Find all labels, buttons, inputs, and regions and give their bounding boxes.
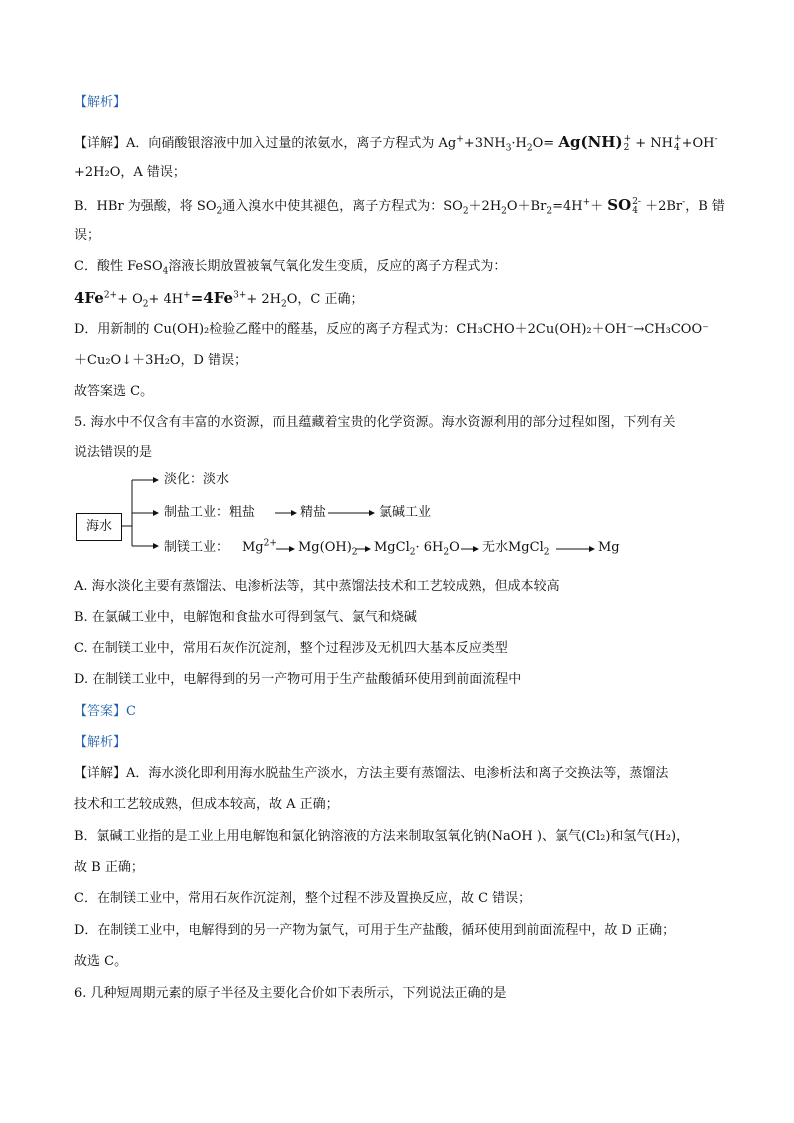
explanation-line-b: B．HBr 为强酸，将 $SO_2$通入溴水中使其褪色，离子方程式为：$SO_2+2H_2O+Br_2=4H^++$ SO 2- 4 ＋2Br-，B 错	[74, 196, 725, 217]
explanation-line-d: D．用新制的 Cu(OH)₂检验乙醛中的醛基，反应的离子方程式为：CH₃CHO＋2Cu(OH)₂＋OH⁻→CH₃COO⁻	[74, 322, 709, 337]
explanation-line-a2: +2H₂O，A 错误；	[74, 165, 186, 180]
explanation-line-b2: 误；	[74, 228, 101, 243]
row-desalination: 淡化：淡水	[164, 472, 230, 487]
seawater-flow-diagram	[74, 468, 634, 564]
q5-expl-final: 故选 C。	[74, 954, 128, 969]
explanation-line-d2: ＋Cu₂O↓＋3H₂O，D 错误；	[74, 353, 248, 368]
q5-expl-line: 技术和工艺较成熟，但成本较高，故 A 正确；	[74, 797, 339, 812]
row-salt-crude: 制盐工业：粗盐	[164, 505, 256, 520]
analysis-header-prev: 【解析】	[74, 95, 127, 110]
q5-option-a: A. 海水淡化主要有蒸馏法、电渗析法等，其中蒸馏法技术和工艺较成熟，但成本较高	[74, 579, 560, 594]
row-mg-label: 制镁工业：	[164, 540, 230, 555]
q5-analysis-header: 【解析】	[74, 735, 127, 750]
equation-c: $4Fe^{2+}+ O_2+ 4H^+=4Fe^{3+}+ 2H_2O$，C 正确；	[74, 289, 364, 310]
explanation-line-c: C．酸性 FeSO$_4$溶液长期放置被氧气氧化发生变质，反应的离子方程式为：	[74, 259, 507, 277]
q5-expl-line: D．在制镁工业中，电解得到的另一产物为氯气，可用于生产盐酸，循环使用到前面流程中，故 D 正确；	[74, 923, 676, 938]
node-mg2: $Mg^{2+}$	[242, 538, 277, 555]
q5-stem-line2: 说法错误的是	[74, 445, 153, 460]
row-salt-refined: 精盐	[300, 505, 327, 520]
q5-option-d: D. 在制镁工业中，电解得到的另一产物可用于生产盐酸循环使用到前面流程中	[74, 672, 522, 687]
explanation-line-a: 【详解】A．向硝酸银溶液中加入过量的浓氨水，离子方程式为 $Ag^++3NH_3\cdot H_2O= Ag(NH)$ + 2 + NH + 4 +OH-	[74, 133, 718, 154]
q5-expl-line: C．在制镁工业中，常用石灰作沉淀剂，整个过程不涉及置换反应，故 C 错误；	[74, 891, 532, 906]
q5-expl-line: 故 B 正确；	[74, 860, 144, 875]
q5-option-c: C. 在制镁工业中，常用石灰作沉淀剂，整个过程涉及无机四大基本反应类型	[74, 641, 508, 656]
q5-stem-line1: 5. 海水中不仅含有丰富的水资源，而且蕴藏着宝贵的化学资源。海水资源利用的部分过程如图，下列有关	[74, 415, 676, 430]
node-anhydrous-mgcl2: 无水MgCl$_2$	[482, 540, 550, 558]
q5-expl-line: B．氯碱工业指的是工业上用电解饱和氯化钠溶液的方法来制取氢氧化钠(NaOH )、氯气(Cl₂)和氢气(H₂)，	[74, 829, 690, 844]
final-answer-prev: 故答案选 C。	[74, 384, 154, 399]
node-mgoh2: $Mg(OH)_2$	[298, 540, 358, 558]
q5-option-b: B. 在氯碱工业中，电解饱和食盐水可得到氢气、氯气和烧碱	[74, 610, 417, 625]
seawater-box: 海水	[76, 513, 122, 541]
node-mgcl2-hydrate: MgCl$_2$· $6H_2O$	[374, 540, 460, 558]
q5-answer: 【答案】C	[74, 704, 136, 719]
q6-stem: 6. 几种短周期元素的原子半径及主要化合价如下表所示，下列说法正确的是	[74, 986, 507, 1001]
row-chlor-alkali: 氯碱工业	[379, 505, 432, 520]
node-mg: Mg	[598, 540, 620, 555]
q5-expl-line: 【详解】A．海水淡化即利用海水脱盐生产淡水，方法主要有蒸馏法、电渗析法和离子交换法等，蒸馏法	[74, 766, 669, 781]
